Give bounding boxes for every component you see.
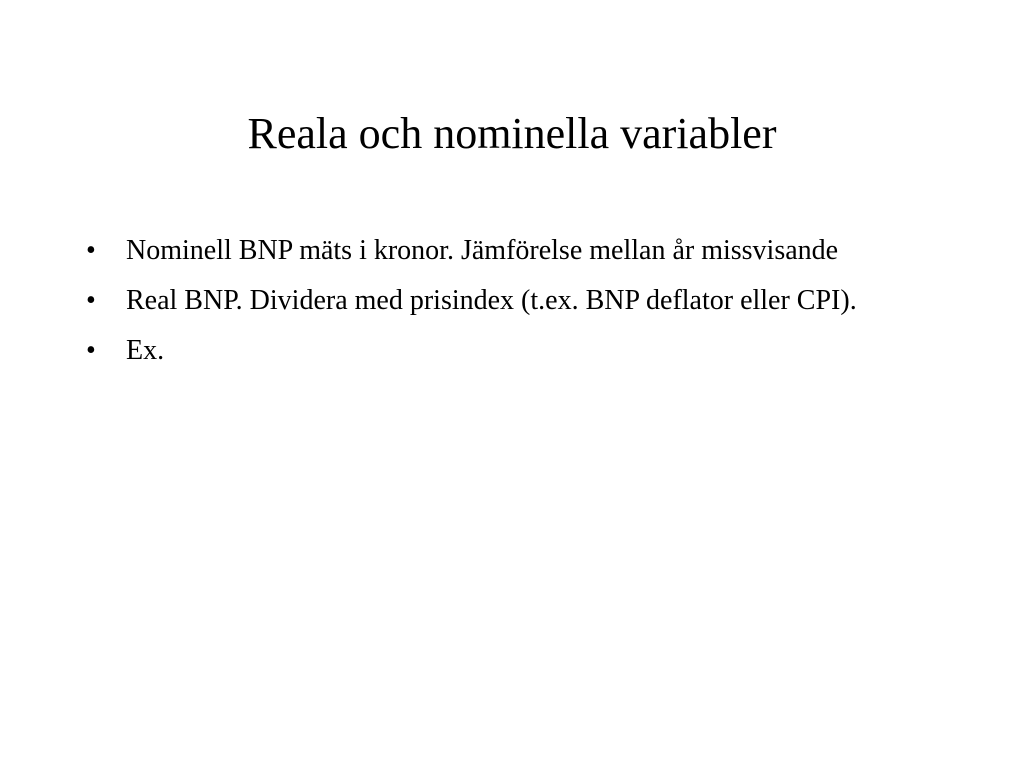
bullet-text: Nominell BNP mäts i kronor. Jämförelse mellan år missvisande <box>126 235 839 266</box>
bullet-list <box>86 230 956 380</box>
bullet-item-real-bnp <box>86 280 956 322</box>
bullet-marker: • <box>86 235 96 266</box>
bullet-text: Real BNP. Dividera med prisindex (t.ex. BNP deflator eller CPI). <box>126 285 857 316</box>
bullet-text: Ex. <box>126 335 165 366</box>
slide-title: Reala och nominella variabler <box>247 109 777 158</box>
bullet-marker: • <box>86 285 96 316</box>
bullet-item-nominell-bnp <box>86 230 956 272</box>
bullet-item-ex <box>86 330 956 372</box>
bullet-marker: • <box>86 335 96 366</box>
